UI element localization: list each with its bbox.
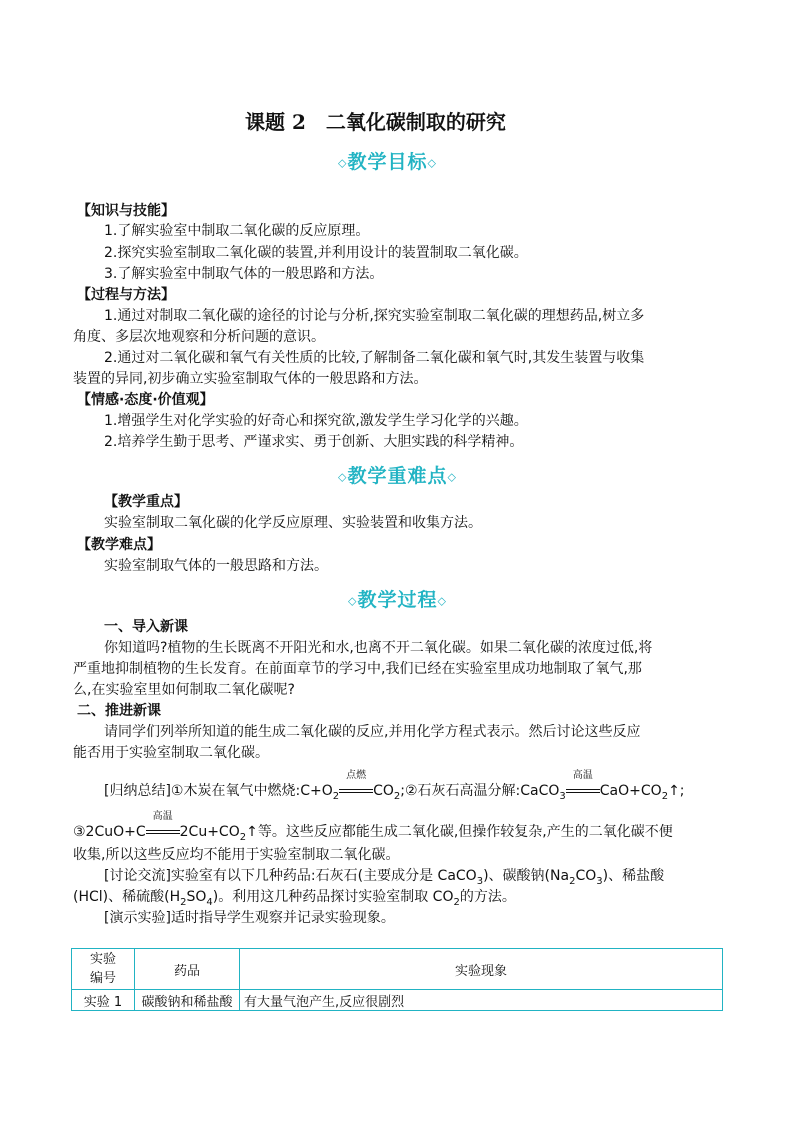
intro-heading: 一、导入新课 [104, 619, 188, 635]
summary-line-3: 收集,所以这些反应均不能用于实验室制取二氧化碳。 [73, 847, 400, 863]
discuss-text: CO [575, 868, 597, 884]
difficulty-text: 实验室制取气体的一般思路和方法。 [104, 558, 328, 574]
discuss-text: [讨论交流]实验室有以下几种药品:石灰石(主要成分是 CaCO [104, 868, 477, 884]
intro-line: 么,在实验室里如何制取二氧化碳呢? [73, 682, 295, 698]
discuss-text: )、碳酸钠(Na [483, 868, 570, 884]
new-lesson-line: 能否用于实验室制取二氧化碳。 [73, 745, 269, 761]
goal-line: 1.了解实验室中制取二氧化碳的反应原理。 [104, 223, 370, 239]
new-lesson-line: 请同学们列举所知道的能生成二氧化碳的反应,并用化学方程式表示。然后讨论这些反应 [104, 724, 641, 740]
goal-line: 3.了解实验室中制取气体的一般思路和方法。 [104, 266, 384, 282]
new-lesson-heading: 二、推进新课 [77, 703, 161, 719]
summary-line-1: [归纳总结]①木炭在氧气中燃烧$:C+O_2$ 点燃 $CO_2;②$石灰石高温分解:CaCO$_3$ 高温 $CaO+CO_2↑$; [104, 781, 685, 807]
intro-line: 严重地抑制植物的生长发育。在前面章节的学习中,我们已经在实验室里成功地制取了氧气,那 [73, 661, 642, 677]
summary-text: CO [373, 783, 394, 799]
goal-line: 角度、多层次地观察和分析问题的意识。 [73, 329, 325, 345]
section-heading-process [348, 585, 447, 612]
reaction-condition: 高温 [572, 770, 593, 781]
demo-line: [演示实验]适时指导学生观察并记录实验现象。 [104, 910, 395, 926]
diamond-icon: ◇ [447, 470, 457, 484]
diamond-icon: ◇ [338, 470, 348, 484]
reaction-arrow [566, 770, 600, 801]
section-label: 教学过程 [357, 589, 438, 611]
experiment-table [71, 948, 723, 1011]
goal-line: 2.通过对二氧化碳和氧气有关性质的比较,了解制备二氧化碳和氧气时,其发生装置与收集 [104, 350, 645, 366]
focus-text: 实验室制取二氧化碳的化学反应原理、实验装置和收集方法。 [104, 515, 482, 531]
section-heading-goals [338, 147, 437, 174]
section-label: 教学目标 [347, 151, 428, 173]
diamond-icon: ◇ [437, 594, 447, 608]
section-heading-key-points [338, 461, 457, 488]
process-heading: 【过程与方法】 [77, 287, 175, 303]
summary-text: ;②石灰石高温分解:CaCO [400, 783, 560, 799]
discuss-line-1: [讨论交流]实验室有以下几种药品:石灰石(主要成分是 CaCO$_3$)、碳酸钠$(Na_2CO_3)$、稀盐酸 [104, 868, 665, 887]
table-header-row [72, 949, 723, 990]
discuss-text: (HCl)、稀硫酸(H [73, 889, 181, 905]
summary-text: 2Cu+CO [179, 824, 240, 840]
intro-line: 你知道吗?植物的生长既离不开阳光和水,也离不开二氧化碳。如果二氧化碳的浓度过低,将 [104, 640, 653, 656]
reaction-arrow [339, 770, 373, 801]
summary-text: ↑等。这些反应都能生成二氧化碳,但操作较复杂,产生的二氧化碳不便 [246, 824, 673, 840]
table-row [72, 990, 723, 1011]
table-cell: 碳酸钠和稀盐酸 [135, 990, 240, 1011]
page-title: 课题 2 二氧化碳制取的研究 [245, 110, 506, 134]
goal-line: 2.培养学生勤于思考、严谨求实、勇于创新、大胆实践的科学精神。 [104, 434, 524, 450]
emotion-heading: 【情感·态度·价值观】 [77, 392, 214, 408]
reaction-condition: 点燃 [346, 770, 367, 781]
header-cell-reagent: 药品 [135, 949, 240, 990]
summary-text: CaO+CO [599, 783, 662, 799]
table-cell: 实验 1 [72, 990, 135, 1011]
diamond-icon: ◇ [338, 156, 348, 170]
summary-text: ③2CuO+C [73, 824, 146, 840]
knowledge-heading: 【知识与技能】 [77, 203, 175, 219]
goal-line: 1.增强学生对化学实验的好奇心和探究欲,激发学生学习化学的兴趣。 [104, 413, 528, 429]
header-cell-phenomenon: 实验现象 [240, 949, 723, 990]
reaction-condition: 高温 [152, 811, 173, 822]
summary-text: ↑; [668, 783, 685, 799]
header-cell-id: 实验 编号 [72, 949, 135, 990]
reaction-arrow [146, 811, 180, 842]
goal-line: 2.探究实验室制取二氧化碳的装置,并利用设计的装置制取二氧化碳。 [104, 245, 528, 261]
diamond-icon: ◇ [348, 594, 358, 608]
summary-text: [归纳总结]①木炭在氧气中燃烧:C+O [104, 783, 333, 799]
diamond-icon: ◇ [427, 156, 437, 170]
discuss-line-2: (HCl)、稀硫酸$(H_2SO_4)$。利用这几种药品探讨实验室制取 $CO_2$的方法。 [73, 889, 516, 908]
discuss-text: SO [186, 889, 207, 905]
discuss-text: )。利用这几种药品探讨实验室制取 CO [212, 889, 454, 905]
section-label: 教学重难点 [347, 465, 448, 487]
goal-line: 1.通过对制取二氧化碳的途径的讨论与分析,探究实验室制取二氧化碳的理想药品,树立多 [104, 308, 645, 324]
discuss-text: 的方法。 [459, 889, 516, 905]
table-cell: 有大量气泡产生,反应很剧烈 [240, 990, 723, 1011]
focus-heading: 【教学重点】 [104, 494, 188, 510]
difficulty-heading: 【教学难点】 [77, 537, 161, 553]
discuss-text: )、稀盐酸 [602, 868, 665, 884]
summary-line-2: ③2CuO+C 高温 $2Cu+CO_2↑$等。这些反应都能生成二氧化碳,但操作较复杂,产生的二氧化碳不便 [73, 822, 673, 848]
goal-line: 装置的异同,初步确立实验室制取气体的一般思路和方法。 [73, 371, 428, 387]
